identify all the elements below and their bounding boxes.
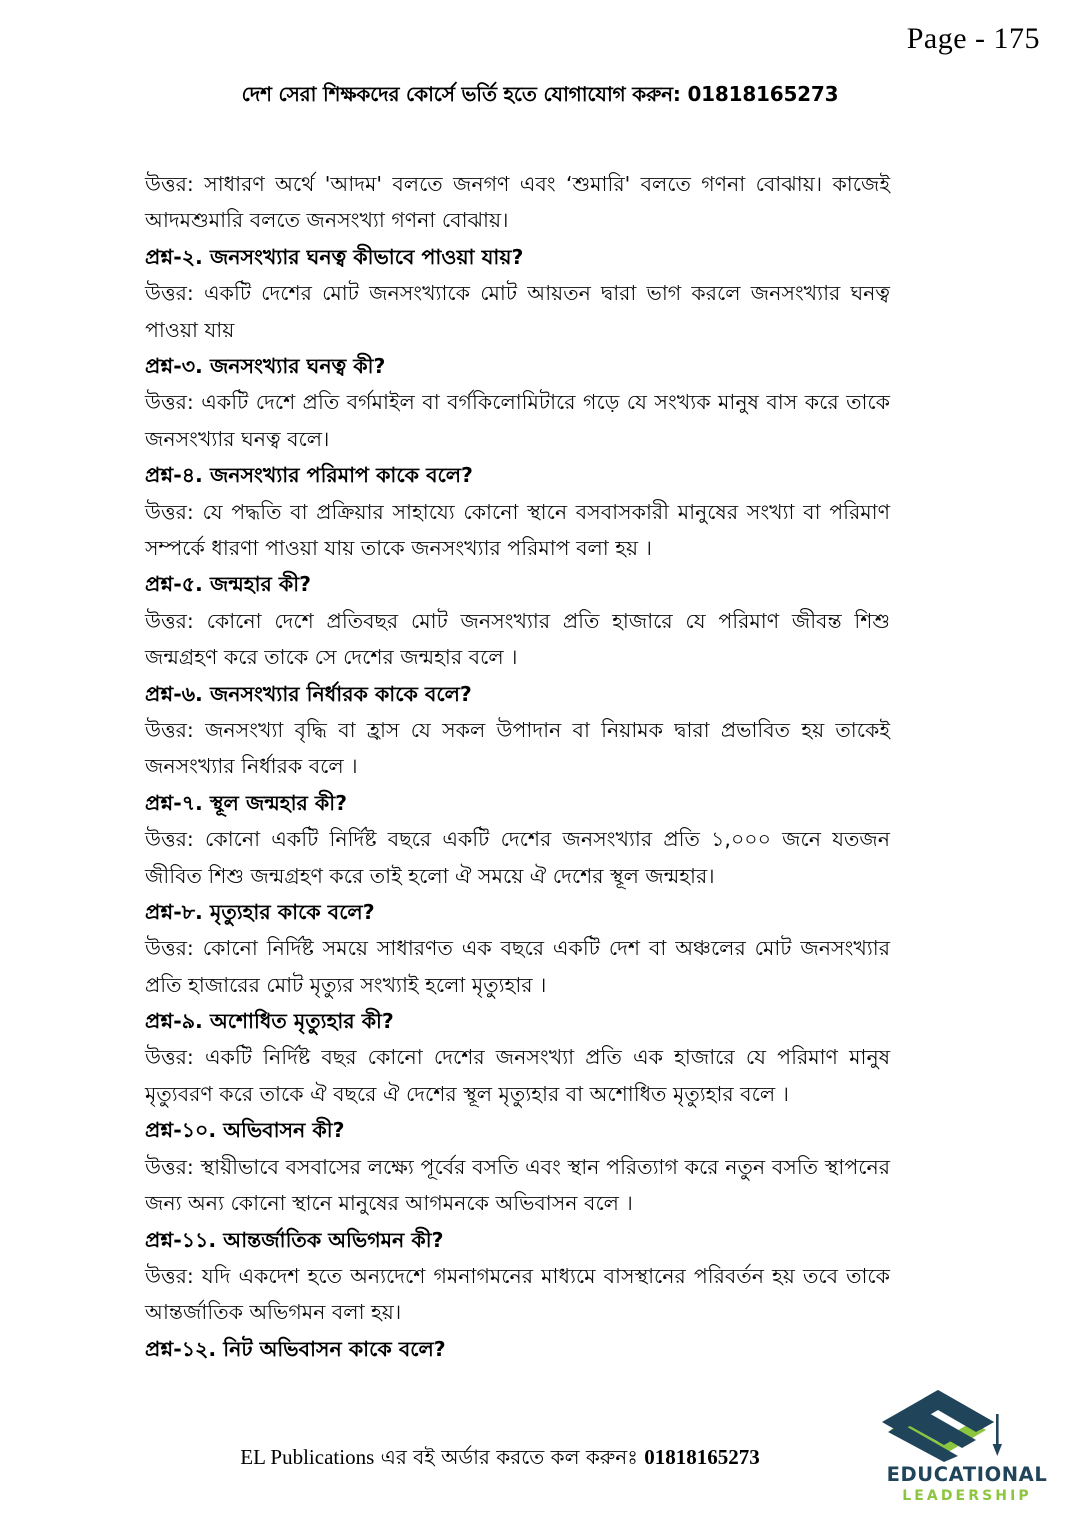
answer-paragraph: উত্তর: স্থায়ীভাবে বসবাসের লক্ষ্যে পূর্বের বসতি এবং স্থান পরিত্যাগ করে নতুন বসতি স্থাপনের জন্য অন্য কোনো স্থানে মানুষের আগমনকে অভিবাসন বলে ।	[145, 1154, 890, 1216]
footer-phone: 01818165273	[644, 1445, 760, 1469]
question-heading: প্রশ্ন-২. জনসংখ্যার ঘনত্ব কীভাবে পাওয়া যায়?	[145, 244, 524, 269]
promo-header: দেশ সেরা শিক্ষকদের কোর্সে ভর্তি হতে যোগাযোগ করুন: 01818165273	[241, 82, 839, 106]
question-heading: প্রশ্ন-৩. জনসংখ্যার ঘনত্ব কী?	[145, 354, 386, 379]
answer-paragraph: উত্তর: জনসংখ্যা বৃদ্ধি বা হ্রাস যে সকল উপাদান বা নিয়ামক দ্বারা প্রভাবিত হয় তাকেই জনসংখ্যার নির্ধারক বলে ।	[145, 717, 890, 779]
question-heading: প্রশ্ন-১১. আন্তর্জাতিক অভিগমন কী?	[145, 1227, 444, 1252]
footer-publisher: EL Publications	[240, 1445, 375, 1469]
question-heading: প্রশ্ন-৭. স্থূল জন্মহার কী?	[145, 790, 348, 815]
question-heading: প্রশ্ন-৬. জনসংখ্যার নির্ধারক কাকে বলে?	[145, 681, 472, 706]
graduation-cap-icon	[876, 1386, 1058, 1462]
footer-bengali-text: এর বই অর্ডার করতে কল করুনঃ	[374, 1445, 645, 1469]
footer-order-line	[0, 1443, 1000, 1476]
answer-paragraph: উত্তর: কোনো নির্দিষ্ট সময়ে সাধারণত এক বছরে একটি দেশ বা অঞ্চলের মোট জনসংখ্যার প্রতি হাজারের মোট মৃত্যুর সংখ্যাই হলো মৃত্যুহার ।	[145, 936, 890, 997]
question-heading: প্রশ্ন-১২. নিট অভিবাসন কাকে বলে?	[145, 1336, 446, 1361]
answer-paragraph: উত্তর: একটি দেশের মোট জনসংখ্যাকে মোট আয়তন দ্বারা ভাগ করলে জনসংখ্যার ঘনত্ব পাওয়া যায়	[145, 281, 890, 342]
logo-word-leadership: LEADERSHIP	[902, 1488, 1032, 1505]
educational-leadership-logo	[876, 1386, 1058, 1514]
logo-word-educational: EDUCATIONAL	[886, 1463, 1048, 1486]
answer-paragraph: উত্তর: একটি নির্দিষ্ট বছর কোনো দেশের জনসংখ্যা প্রতি এক হাজারে যে পরিমাণ মানুষ মৃত্যুবরণ করে তাকে ঐ বছরে ঐ দেশের স্থূল মৃত্যুহার বা অশোধিত মৃত্যুহার বলে ।	[145, 1045, 890, 1106]
answer-paragraph: উত্তর: যে পদ্ধতি বা প্রক্রিয়ার সাহায্যে কোনো স্থানে বসবাসকারী মানুষের সংখ্যা বা পরিমাণ সম্পর্কে ধারণা পাওয়া যায় তাকে জনসংখ্যার পরিমাপ বলা হয় ।	[145, 499, 890, 560]
question-heading: প্রশ্ন-৪. জনসংখ্যার পরিমাপ কাকে বলে?	[145, 463, 473, 488]
question-heading: প্রশ্ন-১০. অভিবাসন কী?	[145, 1118, 345, 1143]
answer-paragraph: উত্তর: যদি একদেশ হতে অন্যদেশে গমনাগমনের মাধ্যমে বাসস্থানের পরিবর্তন হয় তবে তাকে আন্তর্জাতিক অভিগমন বলা হয়।	[145, 1263, 890, 1325]
page-number: Page - 175	[906, 22, 1040, 55]
answer-paragraph: উত্তর: কোনো একটি নির্দিষ্ট বছরে একটি দেশের জনসংখ্যার প্রতি ১,০০০ জনে যতজন জীবিত শিশু জন্মগ্রহণ করে তাই হলো ঐ সময়ে ঐ দেশের স্থূল জন্মহার।	[145, 827, 890, 888]
question-heading: প্রশ্ন-৮. মৃত্যুহার কাকে বলে?	[145, 900, 375, 924]
answer-paragraph: উত্তর: কোনো দেশে প্রতিবছর মোট জনসংখ্যার প্রতি হাজারে যে পরিমাণ জীবন্ত শিশু জন্মগ্রহণ করে তাকে সে দেশের জন্মহার বলে ।	[145, 608, 890, 670]
answer-paragraph: উত্তর: সাধারণ অর্থে 'আদম' বলতে জনগণ এবং ‘শুমারি' বলতে গণনা বোঝায়। কাজেই আদমশুমারি বলতে জনসংখ্যা গণনা বোঝায়।	[145, 172, 890, 233]
question-heading: প্রশ্ন-৯. অশোধিত মৃত্যুহার কী?	[145, 1009, 394, 1034]
answer-paragraph: উত্তর: একটি দেশে প্রতি বর্গমাইল বা বর্গকিলোমিটারে গড়ে যে সংখ্যক মানুষ বাস করে তাকে জনসংখ্যার ঘনত্ব বলে।	[145, 390, 890, 451]
question-heading: প্রশ্ন-৫. জন্মহার কী?	[145, 572, 312, 597]
content-body	[145, 166, 890, 1367]
